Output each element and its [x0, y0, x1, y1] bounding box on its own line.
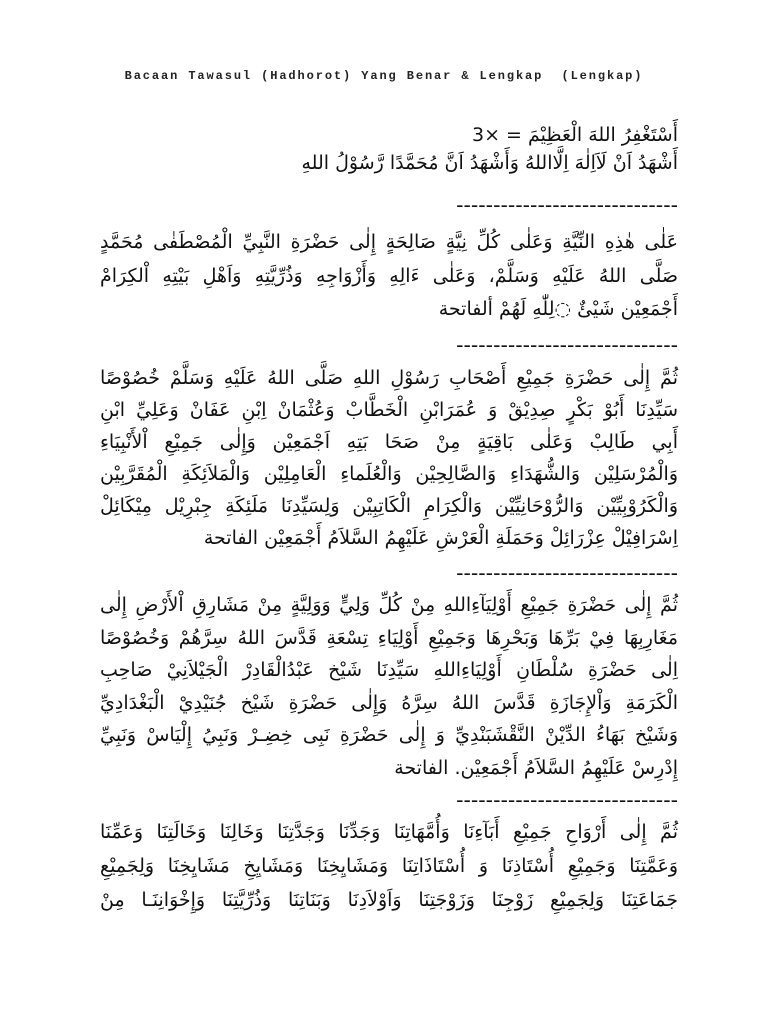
section-line: الْكَرَمَةِ وَاْلإِجَازَةِ قَدَّسَ اللهُ سِرَّهُ وَإِلٰى حَضْرَةِ شَيْخ جُنَيْدِيْ الْبَغْدَادِيِّ [100, 691, 678, 714]
section-companions [100, 362, 678, 554]
section-line: اِلٰى حَضْرَةِ سُلْطَانِ أَوْلِيَاءِاللهِ سَيِّدِنَا شَيْخ عَبْدُالْقَادِرْ الْجَيْلاَنِيْ صَاحِبِ [100, 659, 678, 682]
section-line: وَالْكَرُوْبِيِّيْن وَالرُّوْحَانِيِّيْن وَالْكِرَامِ الْكَاتِبِيْن وَلِسَيِّدِنَا مَلَئِكَةِ جِبْرِيْل مِيْكَائِلْ [100, 495, 678, 517]
opening-block [100, 121, 678, 177]
section-line: عَلٰى هٰذِهِ النِّيَّةِ وَعَلٰى كُلِّ نِيَّةٍ صَالِحَةٍ إِلٰى حَضْرَةِ النَّبِيِّ الْمُصْطَفٰى مُحَمَّدٍ [100, 231, 678, 253]
page-title: Bacaan Tawasul (Hadhorot) Yang Benar & Lengkap (Lengkap) [124, 69, 644, 83]
section-line: مَغَارِبِهَا فِيْ بَرِّهَا وَبَحْرِهَا وَجَمِيْعِ أَوْلِيَاءِ تِسْعَةِ قَدَّسَ اللهُ سِرَّهُمْ وَخُصُوْصًا [100, 626, 678, 649]
section-line: إِدْرِسْ عَلَيْهِمُ السَّلاَمُ أَجْمَعِيْن. الفاتحة [394, 756, 678, 779]
section-line: سَيِّدِنَا أَبُوْ بَكْرٍ صِدِيْقْ وَ عُمَرَابْنِ الْخَطَّابْ وَعُثْمَانْ اِبْنِ عَفَانْ وَعَلِيِّ ابْنِ [100, 399, 678, 421]
section-line: وَالْمُرْسَلِيْن وَالشُّهَدَاءِ وَالصَّالِحِيْن وَالْعُلَماءِ الْعَامِلِيْن وَالْمَلاَئِكَةِ الْمُقَرَّبِيْن [100, 463, 678, 485]
section-awliya [100, 589, 678, 785]
section-line: ثُمَّ إِلٰى حَضْرَةِ جَمِيْعِ أَوْلِيَآءِاللهِ مِنْ كُلِّ وَلِيٍّ وَوَلِيَّةٍ مِنْ مَشَارِقِ اْلأَرْضِ إِلٰى [100, 594, 678, 616]
section-line: ثُمَّ إِلٰى حَضْرَةِ جَمِيْعِ أَصْحَابِ رَسُوْلِ اللهِ صَلَّى اللهُ عَلَيْهِ وَسَلَّمْ خُصُوْصًا [100, 367, 678, 389]
section-line: اِسْرَافِيْلْ عِزْرَائِلْ وَحَمَلَةِ الْعَرْشِ عَلَيْهِمُ السَّلاَمُ أَجْمَعِيْن الفاتحة [203, 527, 678, 549]
separator-line: ------------------------------ [456, 788, 678, 812]
istighfar-line: أَسْتَغْفِرُ اللهَ الْعَظِيْمَ = ×3 [471, 124, 678, 146]
section-line: ثُمَّ إِلٰى أَرْوَاحِ جَمِيْعِ أَبَآءِنَا وَأُمَّهَاتِنَا وَجَدِّنَا وَجَدَّتِنَا وَخَالِنَا وَخَالَتِنَا وَعَمِّنَا [100, 821, 678, 843]
separator-line: ------------------------------ [456, 193, 678, 217]
section-line: جَمَاعَتِنَا وَلِجَمِيْعِ زَوْجِنَا وَزَوْجَتِنَا وَاَوْلاَدِنَا وَبَنَاتِنَا وَذُرِّيَّتِنَا وَإِخْوَانِنَـا مِنْ [100, 889, 678, 911]
section-prophet [100, 226, 678, 327]
section-line: وَشَيْخ بَهَاءُ الدِّيْنْ النَّقْشَبَنْدِيِّ وَ إِلٰى حَضْرَةِ نَبِى خِضِـرْ وَنَبِيُ إِلْيَاسْ وَنَبِيِّ [100, 724, 678, 747]
shahadah-line: أَشْهَدُ اَنْ لَاَاِلٰهَ اِلَّااللهُ وَأَشْهَدُ اَنَّ مُحَمَّدًا رَّسُوْلُ اللهِ [301, 152, 678, 174]
separator-line: ------------------------------ [456, 333, 678, 357]
section-line: أَجْمَعِيْن شَيْئٌ ◌لِلّٰهِ لَهُمْ ألفاتحة [438, 298, 678, 320]
section-ancestors [100, 815, 678, 917]
section-line: صَلَّى اللهُ عَلَيْهِ وَسَلَّمْ، وَعَلٰى ءَالِهِ وَأَزْوَاجِهِ وَذُرِّيَّتِهِ وَاَهْلِ بَيْتِهِ اْلكِرَامْ [100, 264, 678, 287]
separator-line: ------------------------------ [456, 561, 678, 585]
section-line: وَعَمَّتِنَا وَجَمِيْعِ أُسْتَاذِنَا وَ أُسْتَاذَاتِنَا وَمَشَايِخِنَا وَمَشَايِخِ مَشَايِخِنَا وَلِجَمِيْعِ [100, 855, 678, 877]
section-line: أَبِي طَالِبْ وَعَلٰى بَاقِيَةٍ مِنْ صَحَا بَتِهِ اَجْمَعِيْن وَإِلٰى جَمِيْعِ اْلأَنْبِيَاءِ [100, 431, 678, 453]
